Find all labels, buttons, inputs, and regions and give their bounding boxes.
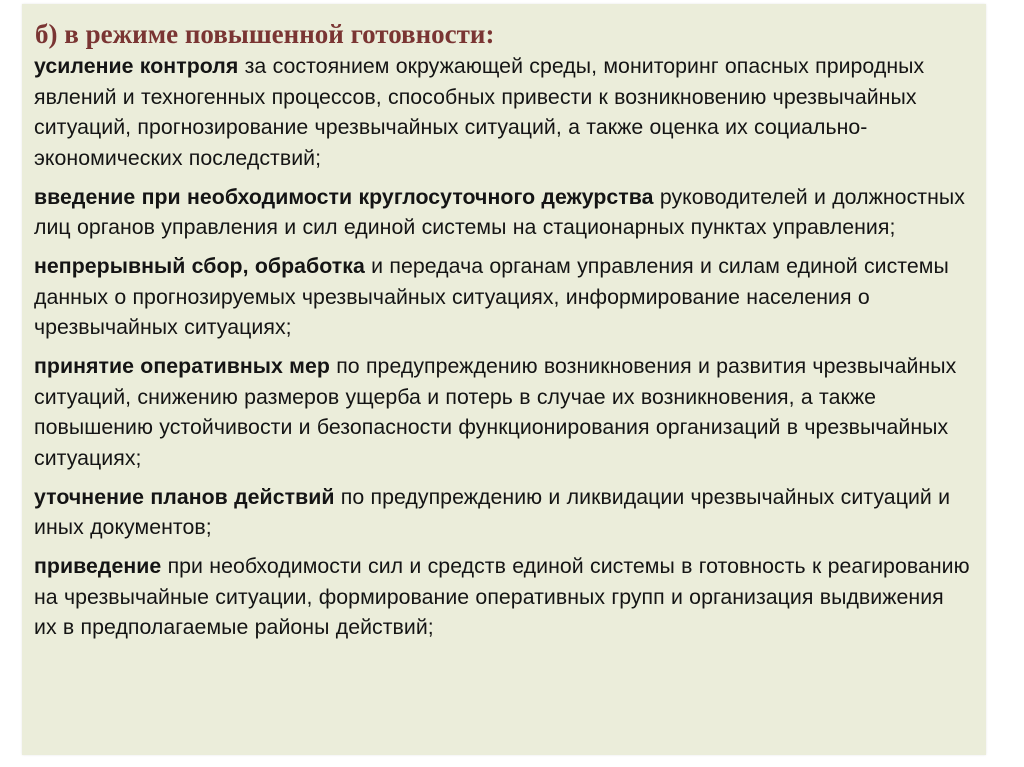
item-text: по предупреждению возникновения и развития чрезвычайных ситуаций, снижению размеров ущерба и потерь в случае их возникновения, а также повышению устойчивости и безопасности функционирования организаций в чрезвычайных ситуациях; <box>34 354 957 470</box>
item-lead: приведение <box>34 554 162 578</box>
item-lead: введение при необходимости круглосуточного дежурства <box>34 184 654 209</box>
list-item <box>34 482 972 543</box>
item-text: при необходимости сил и средств единой системы в готовность к реагированию на чрезвычайные ситуации, формирование оперативных групп и организация выдвижения их в предполагаемые районы действий; <box>34 554 970 639</box>
item-text: и передача органам управления и силам единой системы данных о прогнозируемых чрезвычайных ситуациях, информирование населения о чрезвычайных ситуациях; <box>34 254 949 339</box>
item-lead: принятие оперативных мер <box>34 354 330 378</box>
item-lead: уточнение планов действий <box>34 484 335 509</box>
item-text: по предупреждению и ликвидации чрезвычайных ситуаций и иных документов; <box>34 484 951 539</box>
slide-title: б) в режиме повышенной готовности: <box>35 19 495 49</box>
list-item <box>34 51 972 173</box>
list-item <box>34 551 972 643</box>
list-item <box>34 351 972 473</box>
measures-list <box>34 51 972 643</box>
slide <box>22 4 986 755</box>
item-text: за состоянием окружающей среды, мониторинг опасных природных явлений и техногенных процессов, способных привести к возникновению чрезвычайных ситуаций, прогнозирование чрезвычайных ситуаций, а также оценка их социально-экономических последствий; <box>34 54 925 170</box>
list-item <box>34 182 972 243</box>
list-item <box>34 251 972 343</box>
item-text: руководителей и должностных лиц органов управления и сил единой системы на стационарных пунктах управления; <box>34 184 965 239</box>
item-lead: усиление контроля <box>34 54 239 78</box>
item-lead: непрерывный сбор, обработка <box>34 254 365 278</box>
